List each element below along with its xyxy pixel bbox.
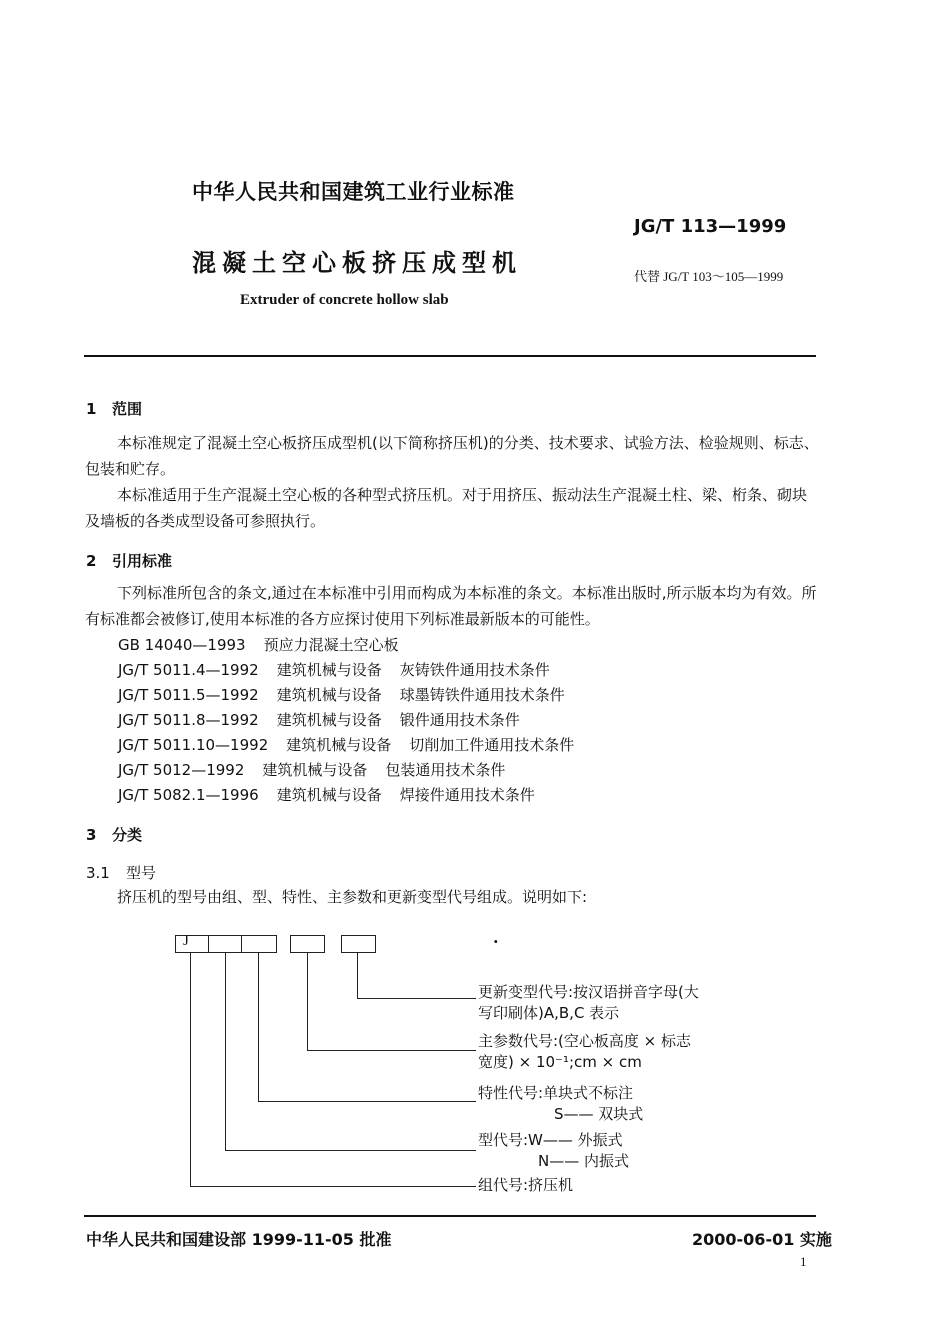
box-divider [241, 935, 242, 953]
connector-line [258, 1101, 476, 1102]
implementation-date: 2000-06-01 实施 [692, 1230, 832, 1249]
section-1-para-1: 本标准规定了混凝土空心板挤压成型机(以下简称挤压机)的分类、技术要求、试验方法、检验规则、标志、包装和贮存。 [85, 434, 819, 478]
connector-line [258, 953, 259, 1101]
page-number: 1 [800, 1254, 807, 1269]
section-1-heading [86, 398, 142, 419]
reference-item [118, 684, 583, 705]
reference-item [118, 709, 538, 730]
section-1-title: 范围 [112, 400, 143, 418]
section-3-para: 挤压机的型号由组、型、特性、主参数和更新变型代号组成。说明如下: [117, 888, 588, 906]
annotation-line: 组代号:挤压机 [478, 1176, 574, 1194]
reference-code: JG/T 5011.10—1992 [118, 736, 269, 754]
reference-code: JG/T 5011.8—1992 [118, 711, 259, 729]
reference-subject: 切削加工件通用技术条件 [409, 736, 575, 754]
reference-subject: 包装通用技术条件 [385, 761, 506, 779]
section-3-heading [86, 824, 142, 845]
feature-code-annotation [478, 1083, 643, 1125]
section-3-number: 3 [86, 826, 97, 844]
english-title: Extruder of concrete hollow slab [240, 292, 449, 308]
subsection-number: 3.1 [86, 864, 110, 882]
reference-item [118, 634, 417, 655]
reference-name: 建筑机械与设备 [286, 736, 392, 754]
annotation-line: 型代号:W—— 外振式 [478, 1131, 623, 1149]
annotation-line: 特性代号:单块式不标注 [478, 1084, 634, 1102]
section-2-para: 下列标准所包含的条文,通过在本标准中引用而构成为本标准的条文。本标准出版时,所示版本均为有效。所有标准都会被修订,使用本标准的各方应探讨使用下列标准最新版本的可能性。 [85, 584, 817, 628]
reference-name: 建筑机械与设备 [276, 786, 382, 804]
issuing-body-title: 中华人民共和国建筑工业行业标准 [192, 180, 515, 204]
section-1-number: 1 [86, 400, 97, 418]
reference-item [118, 784, 553, 805]
reference-item [118, 659, 568, 680]
header-divider [84, 355, 816, 357]
variant-box [341, 935, 376, 953]
reference-name: 建筑机械与设备 [276, 711, 382, 729]
reference-code: GB 14040—1993 [118, 636, 246, 654]
document-title: 混凝土空心板挤压成型机 [192, 249, 522, 277]
reference-code: JG/T 5011.5—1992 [118, 686, 259, 704]
section-2-heading [86, 550, 172, 571]
reference-item [118, 734, 592, 755]
approval-note: 中华人民共和国建设部 1999-11-05 批准 [86, 1230, 392, 1249]
main-parameter-box [290, 935, 325, 953]
annotation-line: 写印刷体)A,B,C 表示 [478, 1004, 620, 1022]
connector-line [225, 953, 226, 1150]
reference-subject: 锻件通用技术条件 [399, 711, 520, 729]
connector-line [357, 998, 476, 999]
reference-name: 建筑机械与设备 [276, 661, 382, 679]
section-2-number: 2 [86, 552, 97, 570]
variant-code-annotation [478, 982, 699, 1024]
reference-code: JG/T 5012—1992 [118, 761, 245, 779]
section-1-para-2: 本标准适用于生产混凝土空心板的各种型式挤压机。对于用挤压、振动法生产混凝土柱、梁、桁条、砌块及墙板的各类成型设备可参照执行。 [85, 486, 808, 530]
connector-line [225, 1150, 476, 1151]
section-2-title: 引用标准 [112, 552, 173, 570]
connector-line [307, 1050, 476, 1051]
annotation-line: 主参数代号:(空心板高度 × 标志 [478, 1032, 692, 1050]
reference-subject: 灰铸铁件通用技术条件 [399, 661, 550, 679]
subsection-3-1-heading [86, 862, 156, 883]
type-code-annotation [478, 1130, 629, 1172]
reference-name: 建筑机械与设备 [262, 761, 368, 779]
annotation-line: 更新变型代号:按汉语拼音字母(大 [478, 983, 699, 1001]
reference-name: 预应力混凝土空心板 [263, 636, 399, 654]
reference-code: JG/T 5082.1—1996 [118, 786, 259, 804]
reference-subject: 球墨铸铁件通用技术条件 [399, 686, 565, 704]
annotation-line: 宽度) × 10⁻¹;cm × cm [478, 1053, 642, 1071]
reference-item [118, 759, 523, 780]
reference-code: JG/T 5011.4—1992 [118, 661, 259, 679]
reference-subject: 焊接件通用技术条件 [399, 786, 535, 804]
standard-code: JG/T 113—1999 [634, 216, 787, 237]
placeholder-dot: · [493, 932, 499, 951]
subsection-title: 型号 [126, 864, 157, 882]
group-code-annotation [478, 1175, 573, 1196]
replaces-note: 代替 JG/T 103～105—1999 [634, 269, 784, 284]
main-parameter-annotation [478, 1031, 691, 1073]
reference-name: 建筑机械与设备 [276, 686, 382, 704]
section-3-title: 分类 [112, 826, 143, 844]
connector-line [307, 953, 308, 1050]
connector-line [190, 1186, 476, 1187]
footer-divider [84, 1215, 816, 1217]
annotation-line: N—— 内振式 [538, 1152, 629, 1170]
annotation-line: S—— 双块式 [554, 1105, 644, 1123]
group-type-feature-box [175, 935, 277, 953]
box-letter: J [183, 933, 189, 949]
connector-line [357, 953, 358, 998]
box-divider [208, 935, 209, 953]
connector-line [190, 953, 191, 1186]
